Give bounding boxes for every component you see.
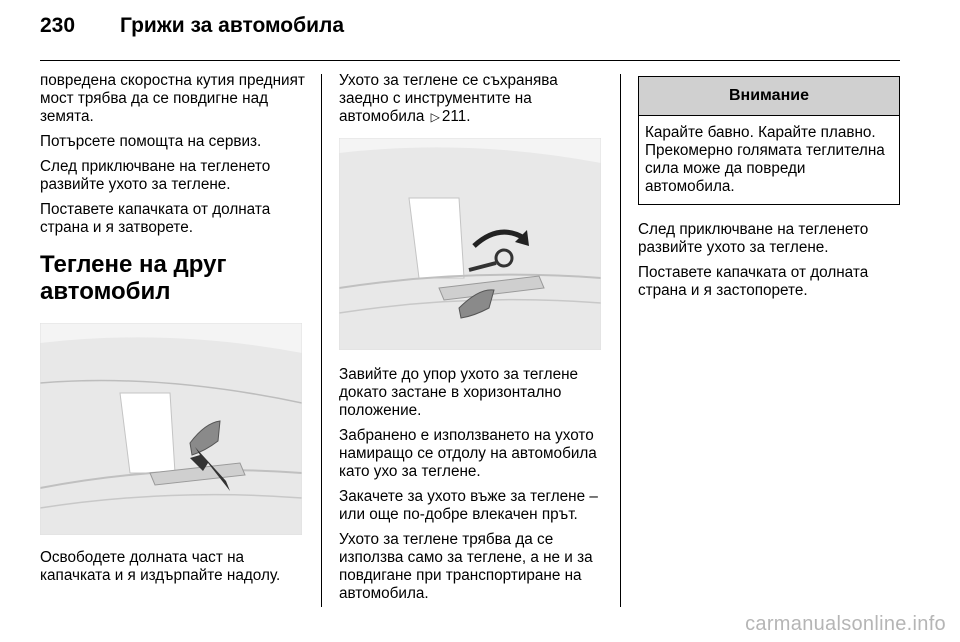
paragraph: Закачете за ухото въже за теглене – или още по-добре влекачен прът.: [339, 488, 598, 523]
paragraph: След приключване на тегленето развийте ухото за теглене.: [40, 158, 271, 193]
warning-text: Карайте бавно. Карайте плавно. Прекомерно голямата теглителна сила може да повреди автомобила.: [645, 124, 885, 195]
reference-triangle-icon: ▷: [430, 110, 440, 124]
paragraph-text: Ухото за теглене се съхранява заедно с инструментите на автомобила: [339, 72, 558, 125]
paragraph: Освободете долната част на капачката и я издърпайте надолу.: [40, 549, 281, 584]
watermark: carmanualsonline.info: [745, 613, 946, 635]
paragraph: повредена скоростна кутия предният мост трябва да се повдигне над земята.: [40, 72, 305, 125]
column-3: [638, 72, 900, 307]
column-2: [339, 72, 607, 610]
column-1: [40, 72, 305, 592]
paragraph: Забранено е използването на ухото намиращо се отдолу на автомобила като ухо за теглене.: [339, 427, 597, 480]
paragraph: Потърсете помощта на сервиз.: [40, 133, 262, 150]
bumper-cap-illustration: [40, 323, 302, 535]
page-header: [40, 14, 900, 44]
warning-box: [638, 76, 900, 205]
chapter-title: Грижи за автомобила: [120, 14, 345, 37]
paragraph: Поставете капачката от долната страна и я застопорете.: [638, 264, 869, 299]
paragraph: Завийте до упор ухото за теглене докато застане в хоризонтално положение.: [339, 366, 579, 419]
paragraph: Поставете капачката от долната страна и я затворете.: [40, 201, 271, 236]
paragraph: Ухото за теглене трябва да се използва само за теглене, а не и за повдигане при транспортиране на автомобила.: [339, 531, 593, 602]
page-reference: 211.: [441, 108, 471, 125]
column-divider: [620, 74, 621, 607]
towing-eye-illustration: [339, 138, 601, 350]
header-rule: [40, 60, 900, 61]
section-heading: Теглене на друг автомобил: [40, 251, 227, 305]
paragraph: След приключване на тегленето развийте ухото за теглене.: [638, 221, 869, 256]
column-divider: [321, 74, 322, 607]
paragraph: [339, 72, 607, 126]
page-number: 230: [40, 14, 76, 37]
warning-title: Внимание: [639, 77, 899, 116]
